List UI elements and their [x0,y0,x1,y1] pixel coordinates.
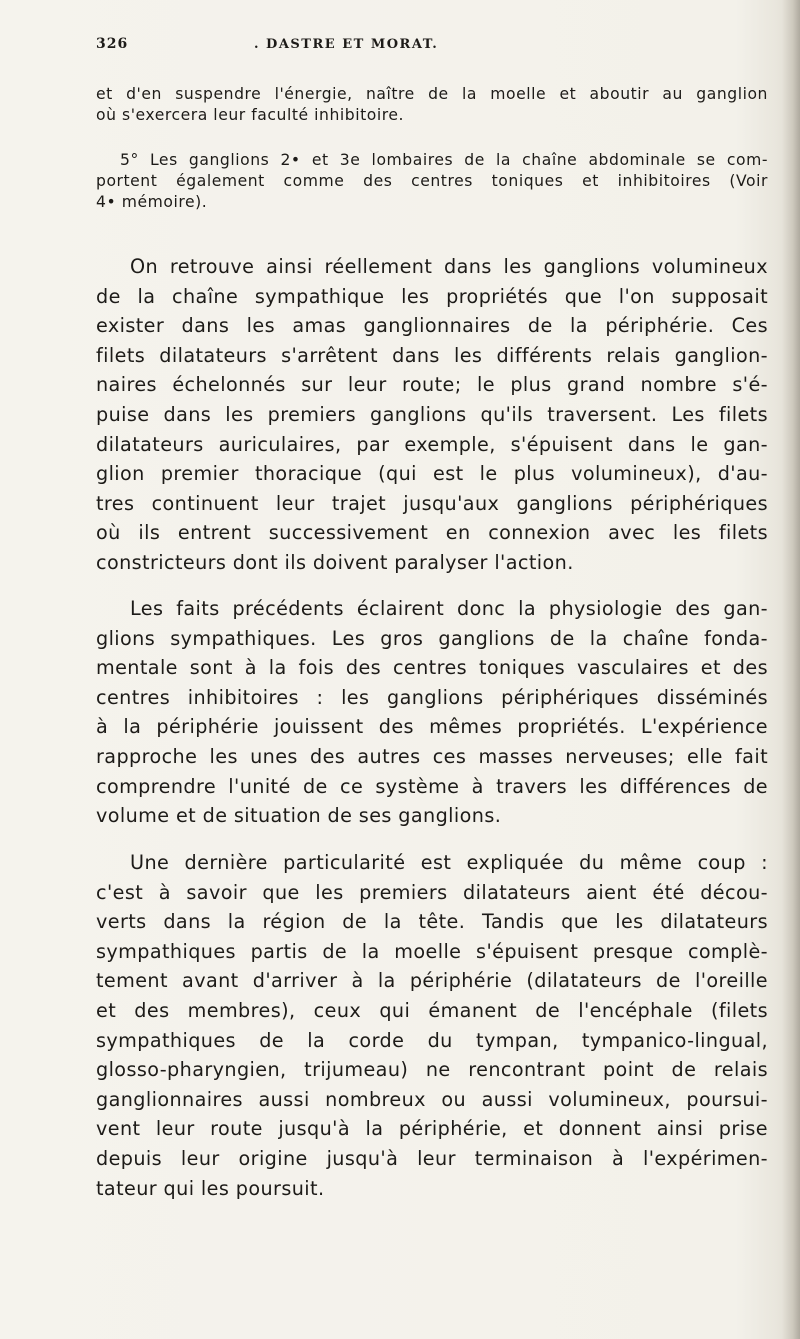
text-line: vent leur route jusqu'à la périphérie, et donnent ainsi prise [96,1117,768,1141]
text-line: comprendre l'unité de ce système à travers les différences de [96,774,768,798]
text-line: glions sympathiques. Les gros ganglions de la chaîne fonda- [96,626,768,650]
paragraph-3 [96,848,768,1203]
text-line: sympathiques de la corde du tympan, tympanico-lingual, [96,1028,768,1052]
paragraph-2 [96,594,768,831]
text-line: où ils entrent successivement en connexion avec les filets [96,521,768,545]
text-line: Les faits précédents éclairent donc la physiologie des gan- [130,597,768,620]
text-line: de la chaîne sympathique les propriétés que l'on supposait [96,284,768,308]
text-line: tement avant d'arriver à la périphérie (dilatateurs de l'oreille [96,969,768,993]
text-line: glosso-pharyngien, trijumeau) ne rencontrant point de relais [96,1058,768,1082]
running-title: . DASTRE ET MORAT. [254,37,439,52]
text-line: ganglionnaires aussi nombreux ou aussi volumineux, poursui- [96,1087,768,1111]
text-line: tateur qui les poursuit. [96,1176,325,1200]
text-line: et d'en suspendre l'énergie, naître de la moelle et aboutir au ganglion [96,85,768,103]
text-line: mentale sont à la fois des centres toniques vasculaires et des [96,656,768,680]
text-line: centres inhibitoires : les ganglions périphériques disséminés [96,685,768,709]
text-line: depuis leur origine jusqu'à leur terminaison à l'expérimen- [96,1146,768,1170]
text-line: filets dilatateurs s'arrêtent dans les différents relais ganglion- [96,343,768,367]
text-line: où s'exercera leur faculté inhibitoire. [96,106,405,124]
text-line: volume et de situation de ses ganglions. [96,804,502,828]
text-line: 5° Les ganglions 2• et 3e lombaires de la chaîne abdominale se com- [120,151,768,169]
text-line: verts dans la région de la tête. Tandis que les dilatateurs [96,910,768,934]
text-line: à la périphérie jouissent des mêmes propriétés. L'expérience [96,715,768,739]
small-paragraph-2 [96,150,768,213]
text-line: 4• mémoire). [96,193,208,211]
paragraph-1 [96,252,768,578]
text-line: et des membres), ceux qui émanent de l'encéphale (filets [96,998,768,1022]
text-line: puise dans les premiers ganglions qu'ils traversent. Les filets [96,402,768,426]
text-line: tres continuent leur trajet jusqu'aux ganglions périphériques [96,491,768,515]
text-line: rapproche les unes des autres ces masses nerveuses; elle fait [96,744,768,768]
page-binding-shadow [782,0,800,1339]
text-line: dilatateurs auriculaires, par exemple, s'épuisent dans le gan- [96,432,768,456]
text-line: sympathiques partis de la moelle s'épuisent presque complè- [96,939,768,963]
text-line: On retrouve ainsi réellement dans les ganglions volumineux [130,255,768,278]
running-header [96,36,776,58]
text-line: c'est à savoir que les premiers dilatateurs aient été décou- [96,880,768,904]
page-number: 326 [96,36,129,52]
text-line: exister dans les amas ganglionnaires de la périphérie. Ces [96,314,768,338]
text-line: portent également comme des centres toniques et inhibitoires (Voir [96,172,768,190]
small-paragraph-1 [96,84,768,126]
text-line: constricteurs dont ils doivent paralyser l'action. [96,550,574,574]
text-line: naires échelonnés sur leur route; le plus grand nombre s'é- [96,373,768,397]
text-line: glion premier thoracique (qui est le plus volumineux), d'au- [96,462,768,486]
text-line: Une dernière particularité est expliquée du même coup : [130,851,768,874]
